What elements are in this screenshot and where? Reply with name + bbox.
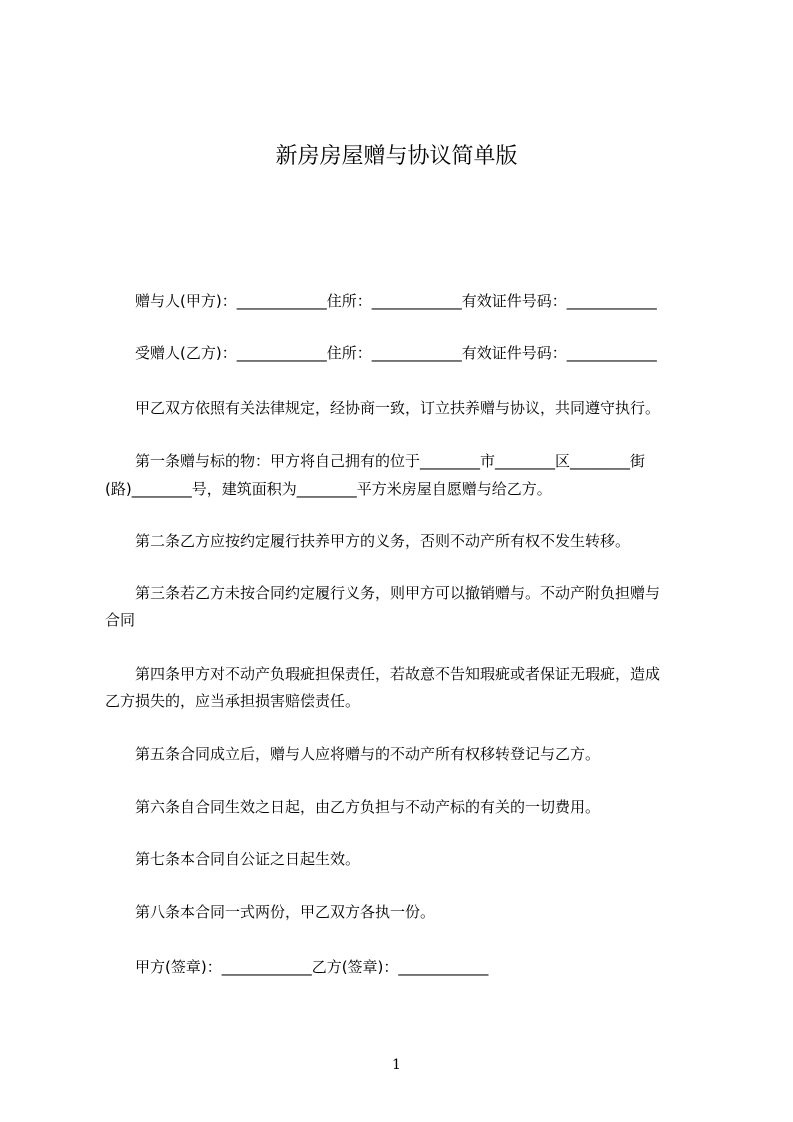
article-6: 第六条自合同生效之日起，由乙方负担与不动产标的有关的一切费用。 [105,798,601,816]
article-2: 第二条乙方应按约定履行扶养甲方的义务，否则不动产所有权不发生转移。 [105,532,631,550]
article-5: 第五条合同成立后，赠与人应将赠与的不动产所有权移转登记与乙方。 [105,745,601,763]
page-number: 1 [392,1057,401,1073]
document-title: 新房房屋赠与协议简单版 [275,144,518,169]
signature-line: 甲方(签章)：____________乙方(签章)：____________ [105,958,489,976]
article-3-line-2: 合同 [105,611,136,629]
article-3-line-1: 第三条若乙方未按合同约定履行义务，则甲方可以撤销赠与。不动产附负担赠与 [105,584,661,602]
donor-info: 赠与人(甲方)：____________住所：____________有效证件号码：____________ [105,292,657,310]
article-1-line-2: (路)________号，建筑面积为________平方米房屋自愿赠与给乙方。 [105,480,552,498]
intro-paragraph: 甲乙双方依照有关法律规定，经协商一致，订立扶养赠与协议，共同遵守执行。 [105,399,661,417]
article-7: 第七条本合同自公证之日起生效。 [105,850,361,868]
donee-info: 受赠人(乙方)：____________住所：____________有效证件号码：____________ [105,344,657,362]
article-4-line-1: 第四条甲方对不动产负瑕疵担保责任，若故意不告知瑕疵或者保证无瑕疵，造成 [105,665,661,683]
article-1-line-1: 第一条赠与标的物：甲方将自己拥有的位于________市________区________街 [105,452,646,470]
article-8: 第八条本合同一式两份，甲乙双方各执一份。 [105,903,436,921]
article-4-line-2: 乙方损失的，应当承担损害赔偿责任。 [105,692,361,710]
